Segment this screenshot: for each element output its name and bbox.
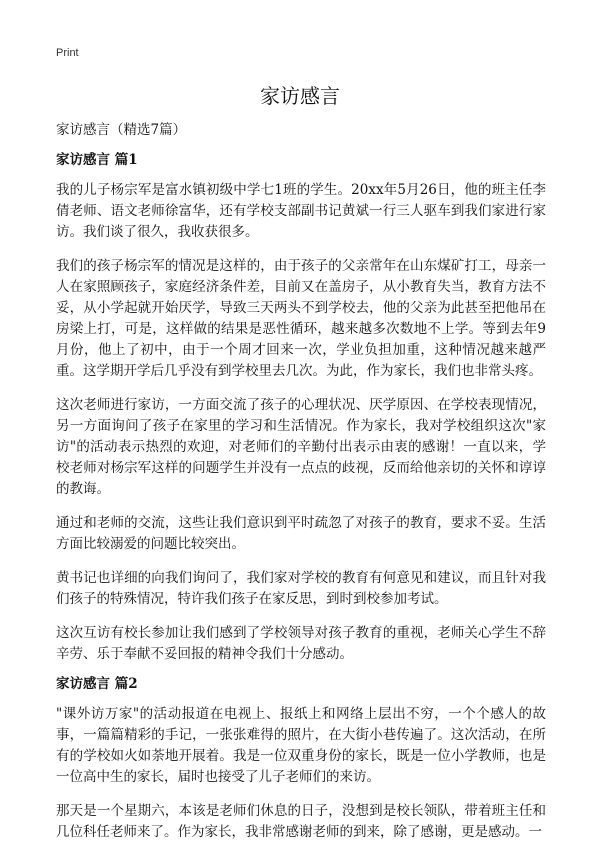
paragraph: 黄书记也详细的向我们询问了，我们家对学校的教育有何意见和建议，而且针对我们孩子的特殊情况，特许我们孩子在家反思，到时到校参加考试。 <box>56 570 546 607</box>
paragraph: 这次互访有校长参加让我们感到了学校领导对孩子教育的重视，老师关心学生不辞辛劳、乐于奉献不妥回报的精神令我们十分感动。 <box>56 625 546 662</box>
section-heading: 家访感言 篇2 <box>56 676 138 692</box>
section-heading: 家访感言 篇1 <box>56 152 138 168</box>
paragraph: 这次老师进行家访，一方面交流了孩子的心理状况、厌学原因、在学校表现情况，另一方面询问了孩子在家里的学习和生活情况。作为家长，我对学校组织这次"家访"的活动表示热烈的欢迎，对老师们的辛勤付出表示由衷的感谢！一直以来，学校老师对杨宗军这样的问题学生并没有一点点的歧视，反而给他亲切的关怀和谆谆的教诲。 <box>56 397 546 497</box>
document-subtitle: 家访感言（精选7篇） <box>56 122 187 138</box>
paragraph: 我们的孩子杨宗军的情况是这样的，由于孩子的父亲常年在山东煤矿打工，母亲一人在家照顾孩子，家庭经济条件差，目前又在盖房子，从小教育失当，教育方法不妥，从小学起就开始厌学，导致三天两头不到学校去，他的父亲为此甚至把他吊在房梁上打，可是，这样做的结果是恶性循环，越来越多次数地不上学。等到去年9月份，他上了初中，由于一个周才回来一次，学业负担加重，这种情况越来越严重。这学期开学后几乎没有到学校里去几次。为此，作为家长，我们也非常头疼。 <box>56 258 546 379</box>
paragraph: 我的儿子杨宗军是富水镇初级中学七1班的学生。20xx年5月26日，他的班主任李倩老师、语文老师徐富华，还有学校支部副书记黄斌一行三人驱车到我们家进行家访。我们谈了很久，我收获很多。 <box>56 182 546 240</box>
paragraph: 那天是一个星期六，本该是老师们休息的日子，没想到是校长领队，带着班主任和几位科任老师来了。作为家长，我非常感谢老师的到来，除了感谢，更是感动。一 <box>56 803 546 840</box>
page-title: 家访感言 <box>260 84 340 108</box>
document-body <box>56 120 546 856</box>
paragraph: "课外访万家"的活动报道在电视上、报纸上和网络上层出不穷，一个个感人的故事，一篇篇精彩的手记，一张张难得的照片，在大街小巷传遍了。这次活动，在所有的学校如火如荼地开展着。我是一位双重身份的家长，既是一位小学教师，也是一位高中生的家长，届时也接受了儿子老师们的来访。 <box>56 706 546 785</box>
print-label[interactable]: Print <box>56 47 79 59</box>
paragraph: 通过和老师的交流，这些让我们意识到平时疏忽了对孩子的教育，要求不妥。生活方面比较溺爱的问题比较突出。 <box>56 515 546 552</box>
